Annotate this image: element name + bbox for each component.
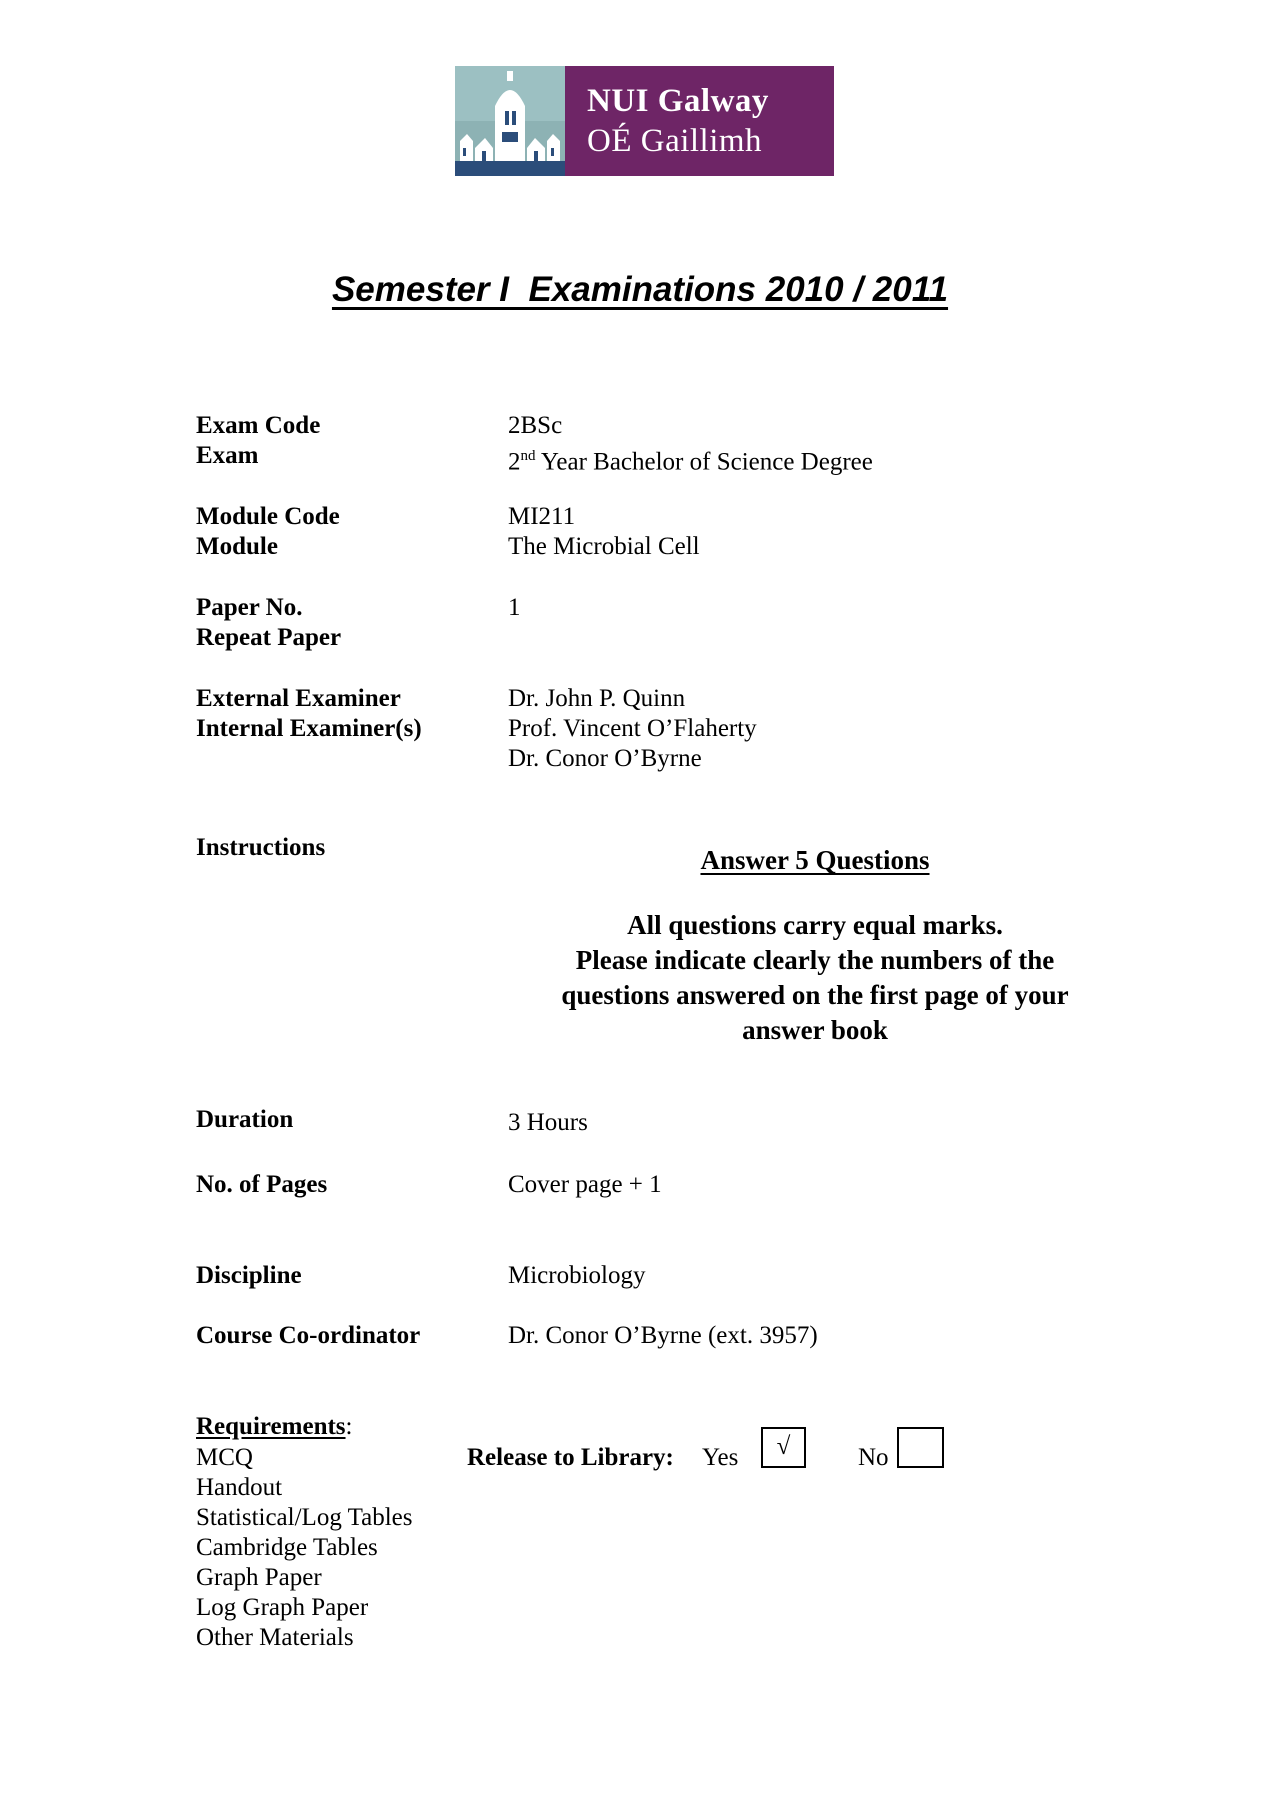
repeat-paper-label: Repeat Paper: [196, 624, 342, 651]
no-of-pages-label: No. of Pages: [196, 1171, 328, 1198]
requirement-item: Cambridge Tables: [196, 1534, 378, 1561]
logo-wordmark: [565, 66, 834, 176]
requirement-item: Other Materials: [196, 1624, 354, 1651]
instructions-line-4: answer book: [742, 1015, 888, 1045]
release-no-label: No: [858, 1444, 889, 1471]
external-examiner-label: External Examiner: [196, 685, 401, 712]
module-label: Module: [196, 533, 278, 560]
duration-value: 3 Hours: [508, 1109, 588, 1136]
requirement-item: Graph Paper: [196, 1564, 322, 1591]
course-coordinator-value: Dr. Conor O’Byrne (ext. 3957): [508, 1322, 818, 1349]
quadrangle-tower-logo-icon: [455, 66, 565, 176]
exam-code-label: Exam Code: [196, 412, 321, 439]
discipline-label: Discipline: [196, 1262, 302, 1289]
page-title: Semester I Examinations 2010 / 2011: [331, 270, 949, 309]
paper-no-label: Paper No.: [196, 594, 303, 621]
requirement-item: MCQ: [196, 1444, 253, 1471]
instructions-heading-text: Answer 5 Questions: [700, 845, 930, 875]
requirement-item: Handout: [196, 1474, 283, 1501]
requirement-item: Statistical/Log Tables: [196, 1504, 413, 1531]
release-yes-label: Yes: [702, 1444, 739, 1471]
requirements-title: Requirements: [196, 1413, 346, 1440]
internal-examiner-1: Prof. Vincent O’Flaherty: [508, 715, 757, 742]
instructions-line-3: questions answered on the first page of your: [561, 980, 1069, 1010]
internal-examiners-label: Internal Examiner(s): [196, 715, 422, 742]
release-no-checkbox[interactable]: [897, 1427, 944, 1468]
instructions-label: Instructions: [196, 834, 326, 861]
internal-examiner-2: Dr. Conor O’Byrne: [508, 745, 702, 772]
course-coordinator-label: Course Co-ordinator: [196, 1322, 421, 1349]
exam-value: [508, 441, 873, 477]
release-to-library-label: Release to Library:: [467, 1444, 674, 1471]
paper-no-value: 1: [508, 594, 521, 621]
logo-line-1: NUI Galway: [587, 83, 769, 119]
requirements-heading: [196, 1412, 352, 1442]
instructions-heading: [505, 843, 1125, 878]
duration-label: Duration: [196, 1106, 294, 1133]
discipline-value: Microbiology: [508, 1262, 646, 1289]
requirements-colon: :: [345, 1413, 353, 1440]
instructions-line-2: Please indicate clearly the numbers of the: [575, 945, 1055, 975]
release-yes-checkbox[interactable]: √: [761, 1427, 806, 1468]
no-of-pages-value: Cover page + 1: [508, 1171, 662, 1198]
exam-value-year: 2: [508, 448, 521, 476]
external-examiner-value: Dr. John P. Quinn: [508, 685, 686, 712]
module-value: The Microbial Cell: [508, 533, 700, 560]
nui-galway-logo: [455, 66, 834, 176]
instructions-line-1: All questions carry equal marks.: [627, 910, 1003, 940]
exam-value-sup: nd: [520, 448, 536, 464]
module-code-label: Module Code: [196, 503, 340, 530]
exam-value-rest: Year Bachelor of Science Degree: [535, 448, 873, 476]
exam-label: Exam: [196, 442, 259, 469]
module-code-value: MI211: [508, 503, 576, 530]
logo-line-2: OÉ Gaillimh: [587, 123, 763, 159]
exam-code-value: 2BSc: [508, 412, 563, 439]
requirement-item: Log Graph Paper: [196, 1594, 369, 1621]
